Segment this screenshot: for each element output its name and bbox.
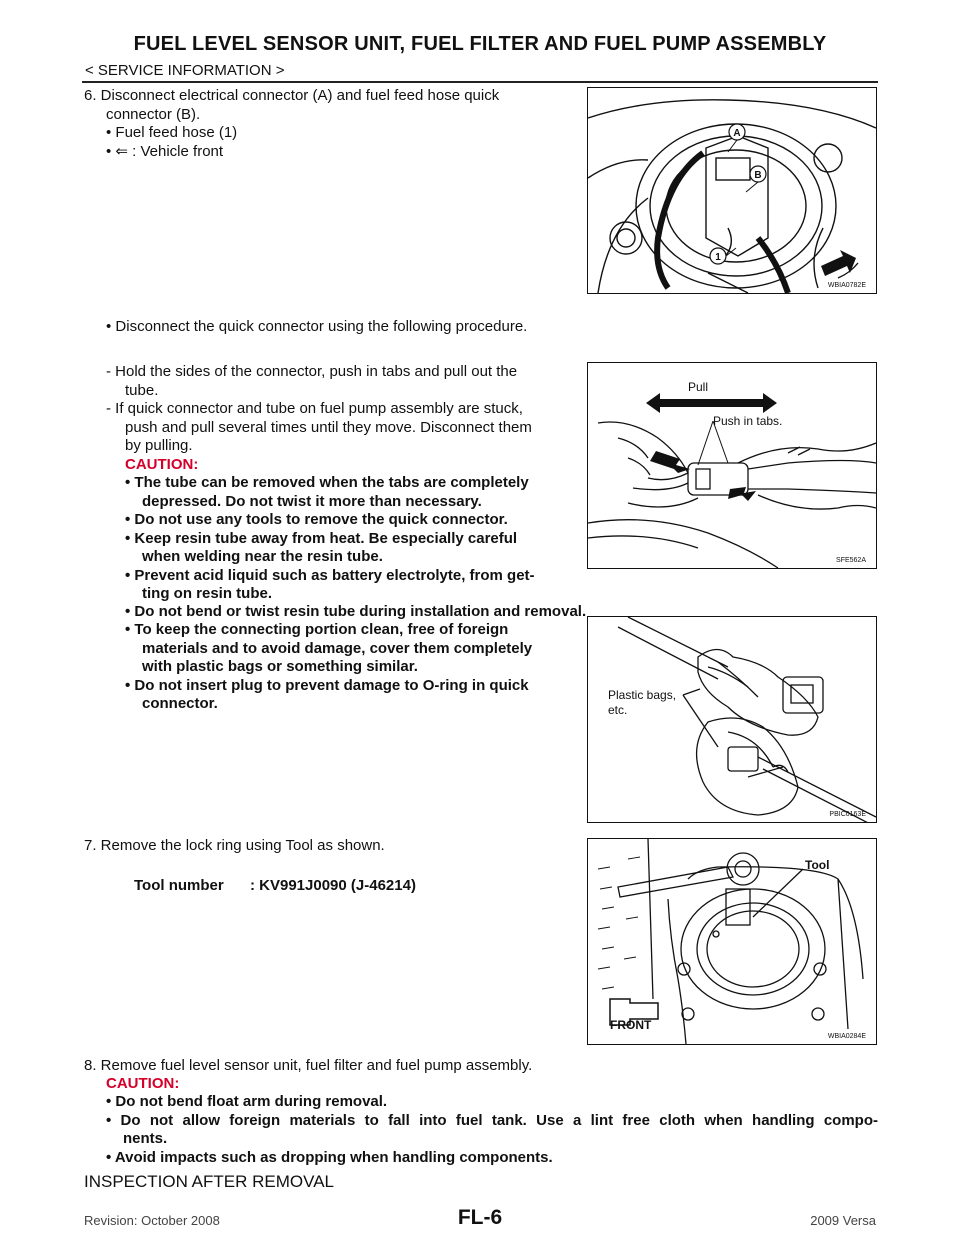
caution-5: • Do not bend or twist resin tube during installation and removal. bbox=[125, 603, 587, 620]
caution-list-2 bbox=[125, 621, 578, 714]
caution-2: • Do not use any tools to remove the quick connector. bbox=[125, 511, 508, 528]
caution-4-b: ting on resin tube. bbox=[142, 585, 272, 602]
step-6-line-1: 6. Disconnect electrical connector (A) and fuel feed hose quick bbox=[84, 87, 500, 104]
caution-7-b: connector. bbox=[142, 695, 218, 712]
caution-6-a: • To keep the connecting portion clean, free of foreign bbox=[125, 621, 509, 638]
header-rule bbox=[82, 81, 878, 83]
caution-6-c: with plastic bags or something similar. bbox=[142, 658, 418, 675]
figure-plastic-bags bbox=[587, 616, 877, 823]
caution-3-b: when welding near the resin tube. bbox=[142, 548, 383, 565]
figure-code: WBIA0782E bbox=[827, 282, 866, 289]
page-title: FUEL LEVEL SENSOR UNIT, FUEL FILTER AND FUEL PUMP ASSEMBLY bbox=[133, 33, 827, 55]
caution-4-a: • Prevent acid liquid such as battery electrolyte, from get- bbox=[125, 566, 535, 584]
tool-number-label: Tool number bbox=[134, 877, 224, 894]
label-1: 1 bbox=[715, 252, 721, 263]
inspection-heading: INSPECTION AFTER REMOVAL bbox=[84, 1172, 335, 1191]
caution-7-a: • Do not insert plug to prevent damage to O-ring in quick bbox=[125, 676, 529, 694]
label-b: B bbox=[754, 170, 762, 181]
figure-fuel-pump-connector bbox=[587, 87, 877, 294]
step-8-caution-2-b: nents. bbox=[123, 1130, 168, 1147]
step-6 bbox=[84, 87, 578, 161]
figure-code: PBIC0163E bbox=[829, 811, 866, 818]
step-6-bullet-procedure: • Disconnect the quick connector using the following procedure. bbox=[106, 318, 528, 335]
dash-2-line-a: - If quick connector and tube on fuel pump assembly are stuck, bbox=[106, 400, 523, 417]
dash-1-line-a: - Hold the sides of the connector, push in tabs and pull out the bbox=[106, 363, 518, 380]
caution-3-a: • Keep resin tube away from heat. Be especially careful bbox=[125, 529, 518, 547]
step-8-caution-2-a: • Do not allow foreign materials to fall into fuel tank. Use a lint free cloth when handling compo- bbox=[106, 1111, 878, 1129]
tool-label: Tool bbox=[805, 858, 830, 872]
step-8-caution-label: CAUTION: bbox=[106, 1075, 180, 1092]
dash-2-line-c: by pulling. bbox=[125, 437, 193, 454]
step-8: 8. Remove fuel level sensor unit, fuel filter and fuel pump assembly. bbox=[84, 1057, 533, 1074]
figure-code: WBIA0284E bbox=[827, 1033, 866, 1040]
step-8-caution-1: • Do not bend float arm during removal. bbox=[106, 1093, 388, 1110]
step-7: 7. Remove the lock ring using Tool as shown. bbox=[84, 837, 385, 854]
fuel-pump-connector-illustration bbox=[588, 88, 876, 293]
step-6-bullet-front: • ⇐ : Vehicle front bbox=[106, 142, 224, 160]
caution-1-a: • The tube can be removed when the tabs are completely bbox=[125, 474, 529, 491]
figure-lock-ring-tool bbox=[587, 838, 877, 1045]
caution-label: CAUTION: bbox=[125, 455, 199, 473]
front-label: FRONT bbox=[610, 1018, 652, 1032]
caution-1-b: depressed. Do not twist it more than necessary. bbox=[142, 492, 482, 510]
caution-list bbox=[125, 474, 578, 604]
plastic-bags-illustration bbox=[588, 617, 876, 822]
page-number: FL-6 bbox=[457, 1206, 503, 1229]
step-6-bullet-hose: • Fuel feed hose (1) bbox=[106, 124, 238, 141]
footer-revision: Revision: October 2008 bbox=[84, 1213, 220, 1228]
label-a: A bbox=[733, 128, 741, 139]
figure-quick-connector bbox=[587, 362, 877, 569]
push-tabs-label: Push in tabs. bbox=[713, 414, 783, 428]
lock-ring-tool-illustration bbox=[588, 839, 876, 1044]
step-8-caution-list bbox=[106, 1093, 878, 1167]
plastic-bags-label-etc: etc. bbox=[608, 703, 628, 717]
step-6-line-2: connector (B). bbox=[106, 105, 201, 123]
plastic-bags-label: Plastic bags, bbox=[608, 688, 677, 702]
dash-2-line-b: push and pull several times until they move. Disconnect them bbox=[125, 418, 532, 436]
step-8-caution-3: • Avoid impacts such as dropping when handling components. bbox=[106, 1148, 553, 1166]
footer-model: 2009 Versa bbox=[810, 1213, 876, 1228]
section-label: < SERVICE INFORMATION > bbox=[85, 62, 285, 79]
dash-1-line-b: tube. bbox=[125, 381, 159, 399]
caution-6-b: materials and to avoid damage, cover them completely bbox=[142, 639, 533, 657]
quick-connector-illustration bbox=[588, 363, 876, 568]
figure-code: SFE562A bbox=[836, 557, 866, 564]
pull-label: Pull bbox=[688, 380, 709, 394]
procedure-steps bbox=[106, 363, 578, 474]
tool-number-value: : KV991J0090 (J-46214) bbox=[250, 877, 416, 894]
